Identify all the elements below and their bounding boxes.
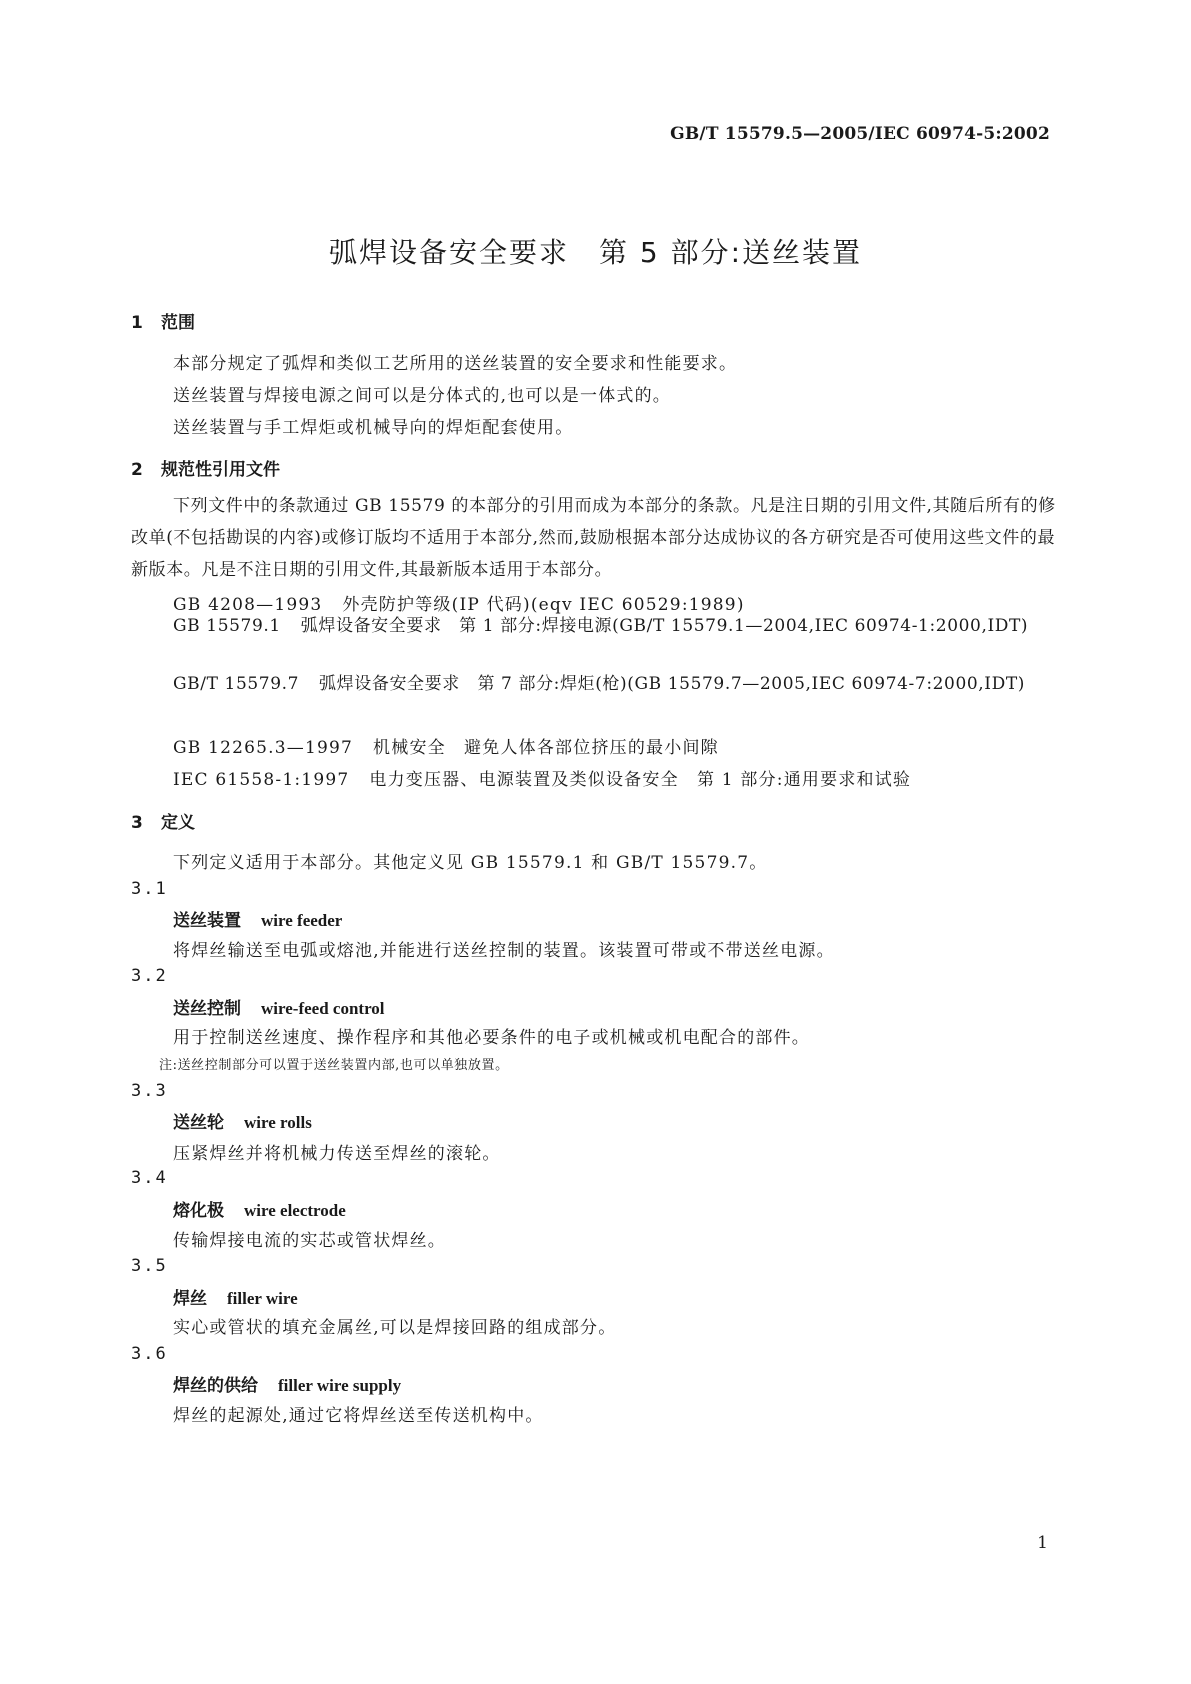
term-heading bbox=[173, 1284, 298, 1309]
clause-number: 3.3 bbox=[131, 1081, 168, 1101]
section-heading-1 bbox=[131, 308, 195, 333]
term-definition: 压紧焊丝并将机械力传送至焊丝的滚轮。 bbox=[173, 1144, 501, 1164]
clause-number: 3.6 bbox=[131, 1344, 168, 1364]
normative-intro-text: 下列文件中的条款通过 GB 15579 的本部分的引用而成为本部分的条款。凡是注日期的引用文件,其随后所有的修改单(不包括勘误的内容)或修订版均不适用于本部分,然而,鼓励根据本部分达成协议的各方研究是否可使用这些文件的最新版本。凡是不注日期的引用文件,其最新版本适用于本部分。 bbox=[131, 496, 1056, 580]
reference-title: 机械安全 避免人体各部位挤压的最小间隙 bbox=[373, 738, 719, 758]
reference-title: 电力变压器、电源装置及类似设备安全 第 1 部分:通用要求和试验 bbox=[369, 770, 912, 790]
scope-paragraph: 本部分规定了弧焊和类似工艺所用的送丝装置的安全要求和性能要求。 bbox=[173, 354, 738, 374]
reference-code: GB/T 15579.7 bbox=[173, 674, 300, 694]
clause-number: 3.2 bbox=[131, 966, 168, 986]
term-heading bbox=[173, 1371, 401, 1396]
term-en: wire electrode bbox=[244, 1201, 346, 1220]
term-en: wire feeder bbox=[261, 911, 343, 930]
scope-paragraph: 送丝装置与焊接电源之间可以是分体式的,也可以是一体式的。 bbox=[173, 386, 672, 406]
term-definition: 用于控制送丝速度、操作程序和其他必要条件的电子或机械或机电配合的部件。 bbox=[173, 1028, 810, 1048]
section-number: 2 bbox=[131, 460, 143, 480]
term-zh: 送丝装置 bbox=[173, 911, 241, 931]
term-zh: 送丝控制 bbox=[173, 999, 241, 1019]
section-title: 规范性引用文件 bbox=[161, 460, 280, 480]
term-definition: 焊丝的起源处,通过它将焊丝送至传送机构中。 bbox=[173, 1406, 544, 1426]
term-en: wire rolls bbox=[244, 1113, 312, 1132]
page-number: 1 bbox=[1037, 1533, 1048, 1553]
term-definition: 传输焊接电流的实芯或管状焊丝。 bbox=[173, 1231, 446, 1251]
clause-number: 3.1 bbox=[131, 879, 168, 899]
term-zh: 焊丝的供给 bbox=[173, 1376, 258, 1396]
scope-paragraph: 送丝装置与手工焊炬或机械导向的焊炬配套使用。 bbox=[173, 418, 574, 438]
term-definition: 实心或管状的填充金属丝,可以是焊接回路的组成部分。 bbox=[173, 1318, 617, 1338]
normative-intro-paragraph bbox=[131, 490, 1061, 586]
standard-number: GB/T 15579.5—2005/IEC 60974-5:2002 bbox=[670, 124, 1050, 144]
section-number: 3 bbox=[131, 813, 143, 833]
document-title: 弧焊设备安全要求 第 5 部分:送丝装置 bbox=[328, 236, 863, 269]
term-heading bbox=[173, 906, 342, 931]
reference-item bbox=[173, 733, 719, 758]
term-en: filler wire bbox=[227, 1289, 298, 1308]
term-note: 注:送丝控制部分可以置于送丝装置内部,也可以单独放置。 bbox=[159, 1058, 509, 1073]
section-heading-2 bbox=[131, 455, 280, 480]
term-heading bbox=[173, 994, 385, 1019]
term-definition: 将焊丝输送至电弧或熔池,并能进行送丝控制的装置。该装置可带或不带送丝电源。 bbox=[173, 941, 835, 961]
term-zh: 送丝轮 bbox=[173, 1113, 224, 1133]
reference-item bbox=[131, 668, 1061, 700]
section-title: 定义 bbox=[161, 813, 195, 833]
term-heading bbox=[173, 1196, 346, 1221]
reference-code: GB 12265.3—1997 bbox=[173, 738, 354, 758]
section-title: 范围 bbox=[161, 313, 195, 333]
reference-code: GB 15579.1 bbox=[173, 616, 281, 636]
term-heading bbox=[173, 1108, 312, 1133]
reference-item bbox=[131, 610, 1061, 642]
reference-title: 弧焊设备安全要求 第 1 部分:焊接电源(GB/T 15579.1—2004,IEC 60974-1:2000,IDT) bbox=[300, 616, 1029, 636]
clause-number: 3.4 bbox=[131, 1168, 168, 1188]
section-number: 1 bbox=[131, 313, 143, 333]
definitions-intro: 下列定义适用于本部分。其他定义见 GB 15579.1 和 GB/T 15579.7。 bbox=[173, 853, 768, 873]
term-zh: 焊丝 bbox=[173, 1289, 207, 1309]
term-en: filler wire supply bbox=[278, 1376, 402, 1395]
reference-title: 弧焊设备安全要求 第 7 部分:焊炬(枪)(GB 15579.7—2005,IEC 60974-7:2000,IDT) bbox=[319, 674, 1026, 694]
term-zh: 熔化极 bbox=[173, 1201, 224, 1221]
clause-number: 3.5 bbox=[131, 1256, 168, 1276]
reference-title: 外壳防护等级(IP 代码)(eqv IEC 60529:1989) bbox=[342, 595, 745, 615]
section-heading-3 bbox=[131, 808, 195, 833]
reference-code: IEC 61558-1:1997 bbox=[173, 770, 350, 790]
reference-code: GB 4208—1993 bbox=[173, 595, 323, 615]
reference-item bbox=[173, 765, 911, 790]
term-en: wire-feed control bbox=[261, 999, 385, 1018]
